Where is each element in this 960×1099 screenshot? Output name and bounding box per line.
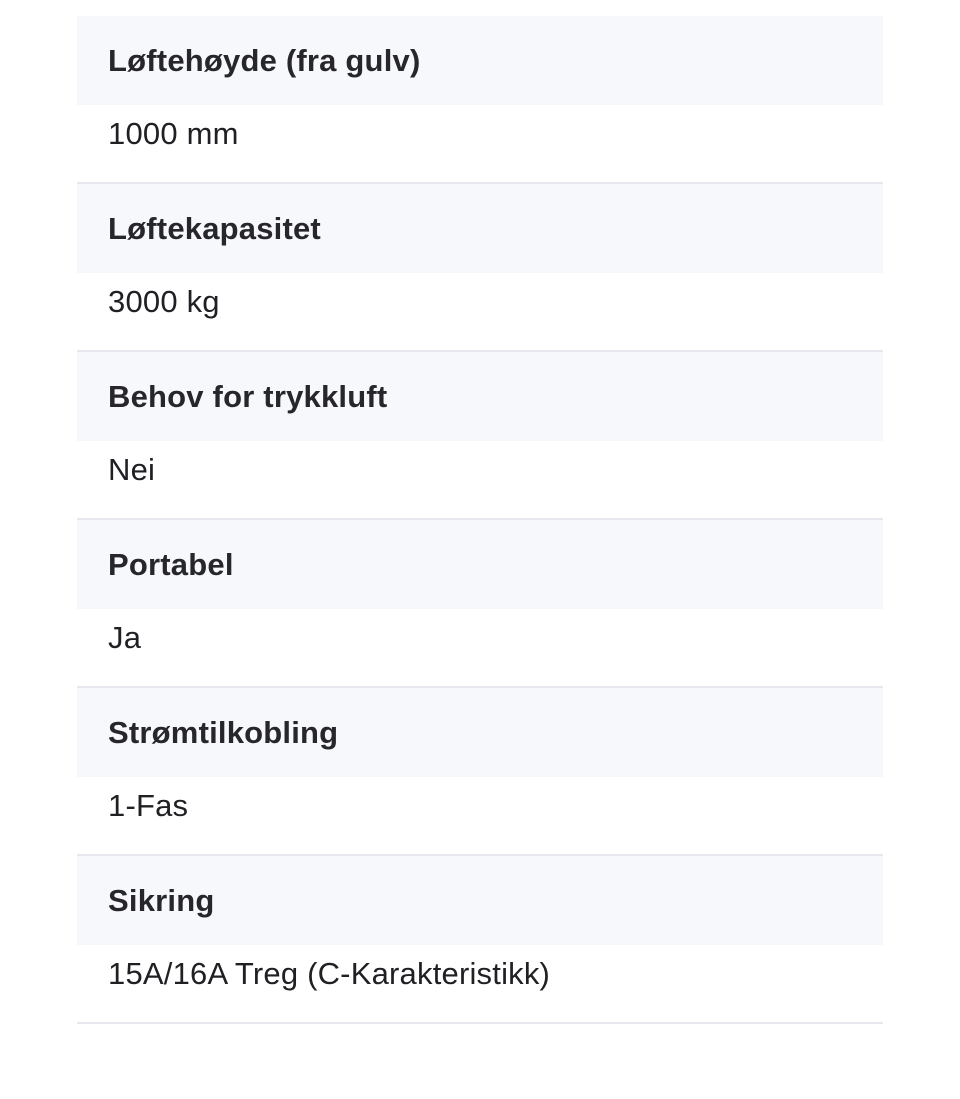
spec-value: Ja [108,619,142,655]
spec-label: Behov for trykkluft [108,378,388,414]
specification-list [77,16,883,1024]
spec-label: Løftehøyde (fra gulv) [108,42,421,78]
spec-value: 3000 kg [108,283,220,319]
spec-row-portable [77,520,883,688]
spec-label: Portabel [108,546,234,582]
spec-label-cell [77,688,883,777]
spec-label: Strømtilkobling [108,714,339,750]
spec-row-lift-capacity [77,184,883,352]
spec-value: 15A/16A Treg (C-Karakteristikk) [108,955,551,991]
spec-value: 1-Fas [108,787,189,823]
spec-value-cell [77,609,883,666]
spec-label: Sikring [108,882,215,918]
spec-value-cell [77,273,883,330]
spec-row-power-connection [77,688,883,856]
spec-value-cell [77,777,883,834]
spec-row-fuse [77,856,883,1024]
spec-value: 1000 mm [108,115,239,151]
spec-label-cell [77,520,883,609]
spec-label-cell [77,856,883,945]
spec-value-cell [77,441,883,498]
spec-value-cell [77,945,883,1002]
spec-value-cell [77,105,883,162]
spec-row-lift-height [77,16,883,184]
spec-label-cell [77,352,883,441]
spec-label-cell [77,16,883,105]
spec-label: Løftekapasitet [108,210,321,246]
spec-row-compressed-air [77,352,883,520]
spec-label-cell [77,184,883,273]
spec-value: Nei [108,451,156,487]
